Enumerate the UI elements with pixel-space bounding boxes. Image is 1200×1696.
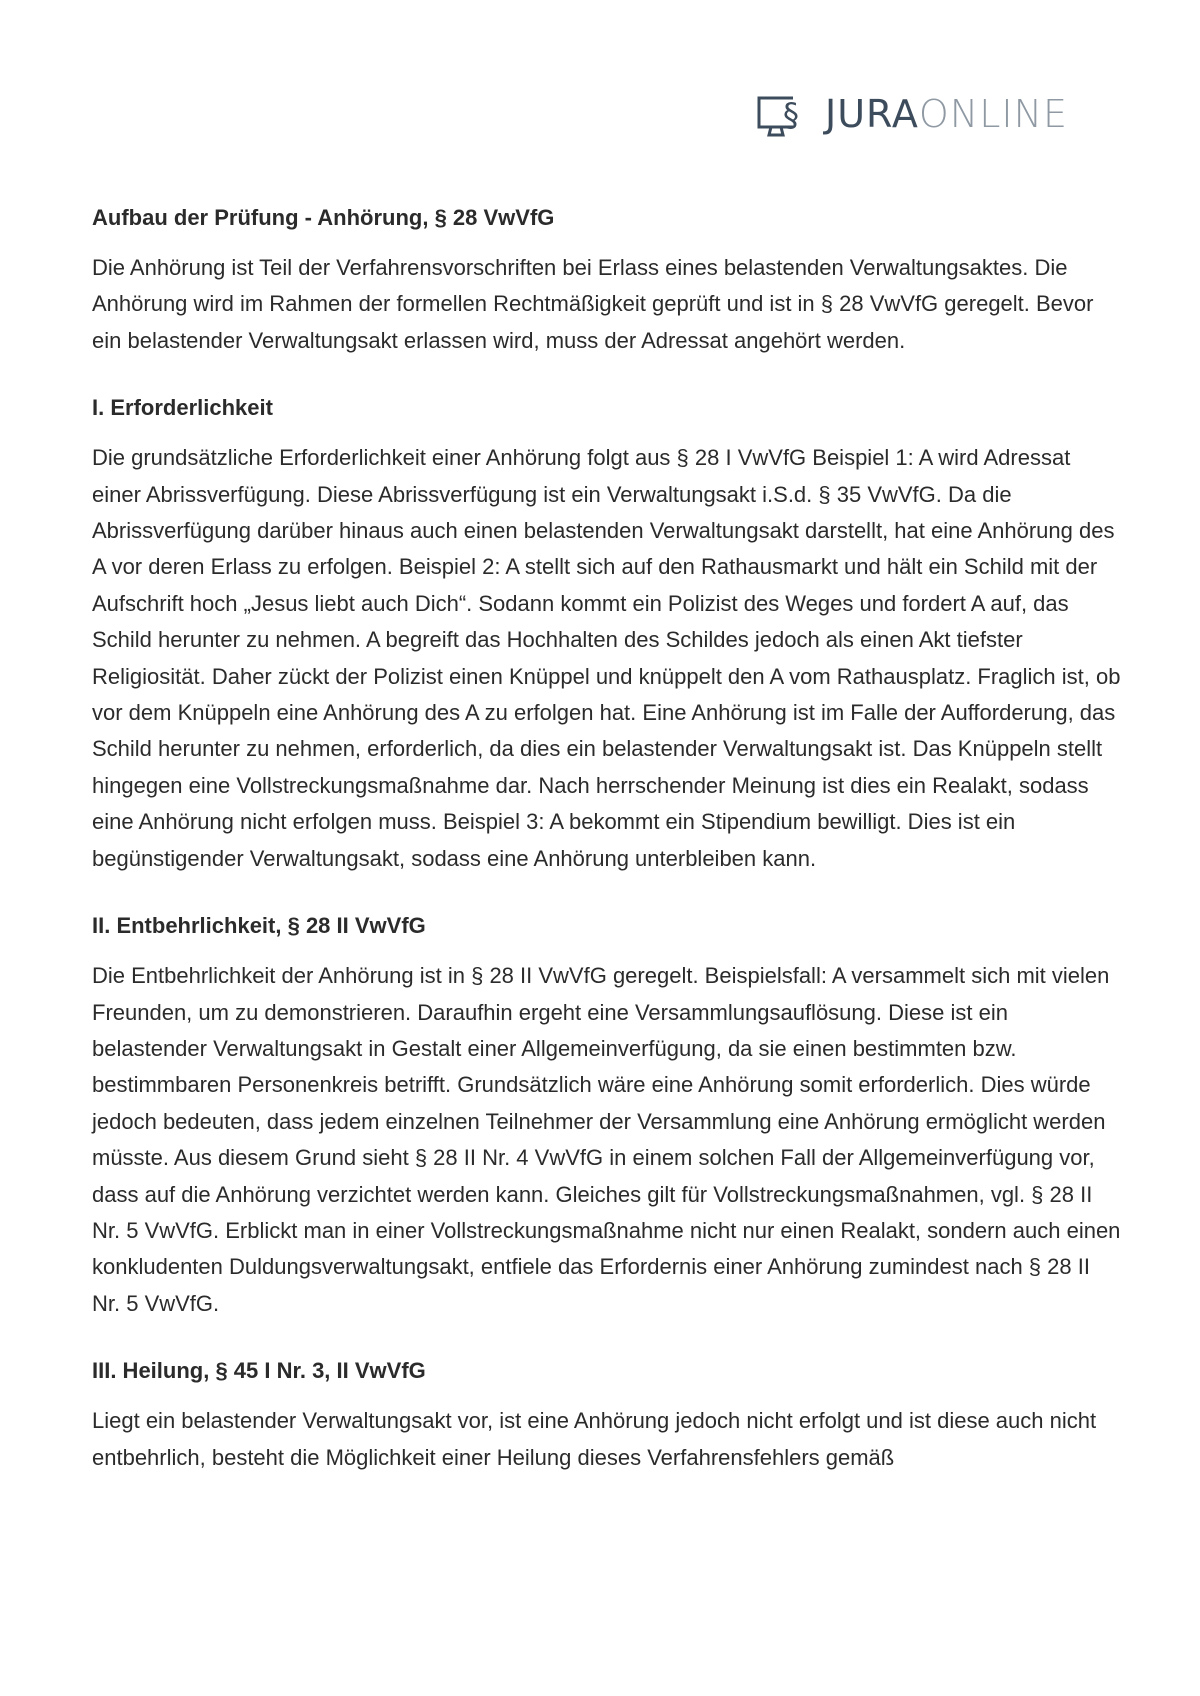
logo-wordmark	[825, 92, 1069, 136]
logo-text-online: ONLINE	[918, 92, 1069, 136]
section-paragraph: Liegt ein belastender Verwaltungsakt vor, ist eine Anhörung jedoch nicht erfolgt und ist diese auch nicht entbehrlich, besteht die Möglichkeit einer Heilung dieses Verfahrensfehlers gemäß	[92, 1408, 1097, 1470]
document-body	[92, 203, 1122, 1510]
section-heading: II. Entbehrlichkeit, § 28 II VwVfG	[92, 913, 426, 939]
monitor-section-icon	[755, 90, 819, 138]
jura-online-logo	[755, 90, 1068, 138]
section-entbehrlichkeit	[92, 911, 1122, 1322]
section-aufbau	[92, 203, 1122, 359]
svg-text:§: §	[783, 96, 799, 134]
section-heilung	[92, 1356, 1122, 1476]
section-erforderlichkeit	[92, 393, 1122, 877]
section-paragraph: Die Entbehrlichkeit der Anhörung ist in § 28 II VwVfG geregelt. Beispielsfall: A versammelt sich mit vielen Freunden, um zu demonstrieren. Daraufhin ergeht eine Versammlungsauflösung. Diese ist ein belastender Verwaltungsakt in Gestalt einer Allgemeinverfügung, da sie einen bestimmten bzw. bestimmbaren Personenkreis betrifft. Grundsätzlich wäre eine Anhörung somit erforderlich. Dies würde jedoch bedeuten, dass jedem einzelnen Teilnehmer der Versammlung eine Anhörung ermöglicht werden müsste. Aus diesem Grund sieht § 28 II Nr. 4 VwVfG in einem solchen Fall der Allgemeinverfügung vor, dass auf die Anhörung verzichtet werden kann. Gleiches gilt für Vollstreckungsmaßnahmen, vgl. § 28 II Nr. 5 VwVfG. Erblickt man in einer Vollstreckungsmaßnahme nicht nur einen Realakt, sondern auch einen konkludenten Duldungsverwaltungsakt, entfiele das Erfordernis einer Anhörung zumindest nach § 28 II Nr. 5 VwVfG.	[92, 963, 1121, 1316]
section-paragraph: Die grundsätzliche Erforderlichkeit einer Anhörung folgt aus § 28 I VwVfG Beispiel 1: A wird Adressat einer Abrissverfügung. Diese Abrissverfügung ist ein Verwaltungsakt i.S.d. § 35 VwVfG. Da die Abrissverfügung darüber hinaus auch einen belastenden Verwaltungsakt darstellt, hat eine Anhörung des A vor deren Erlass zu erfolgen. Beispiel 2: A stellt sich auf den Rathausmarkt und hält ein Schild mit der Aufschrift hoch „Jesus liebt auch Dich“. Sodann kommt ein Polizist des Weges und fordert A auf, das Schild herunter zu nehmen. A begreift das Hochhalten des Schildes jedoch als einen Akt tiefster Religiosität. Daher zückt der Polizist einen Knüppel und knüppelt den A vom Rathausplatz. Fraglich ist, ob vor dem Knüppeln eine Anhörung des A zu erfolgen hat. Eine Anhörung ist im Falle der Aufforderung, das Schild herunter zu nehmen, erforderlich, da dies ein belastender Verwaltungsakt ist. Das Knüppeln stellt hingegen eine Vollstreckungsmaßnahme dar. Nach herrschender Meinung ist dies ein Realakt, sodass eine Anhörung nicht erfolgen muss. Beispiel 3: A bekommt ein Stipendium bewilligt. Dies ist ein begünstigender Verwaltungsakt, sodass eine Anhörung unterbleiben kann.	[92, 445, 1121, 871]
section-heading: Aufbau der Prüfung - Anhörung, § 28 VwVfG	[92, 205, 555, 230]
section-heading: I. Erforderlichkeit	[92, 395, 273, 421]
section-paragraph: Die Anhörung ist Teil der Verfahrensvorschriften bei Erlass eines belastenden Verwaltungsaktes. Die Anhörung wird im Rahmen der formellen Rechtmäßigkeit geprüft und ist in § 28 VwVfG geregelt. Bevor ein belastender Verwaltungsakt erlassen wird, muss der Adressat angehört werden.	[92, 255, 1094, 353]
section-heading: III. Heilung, § 45 I Nr. 3, II VwVfG	[92, 1358, 426, 1384]
logo-text-jura: JURA	[825, 92, 919, 136]
